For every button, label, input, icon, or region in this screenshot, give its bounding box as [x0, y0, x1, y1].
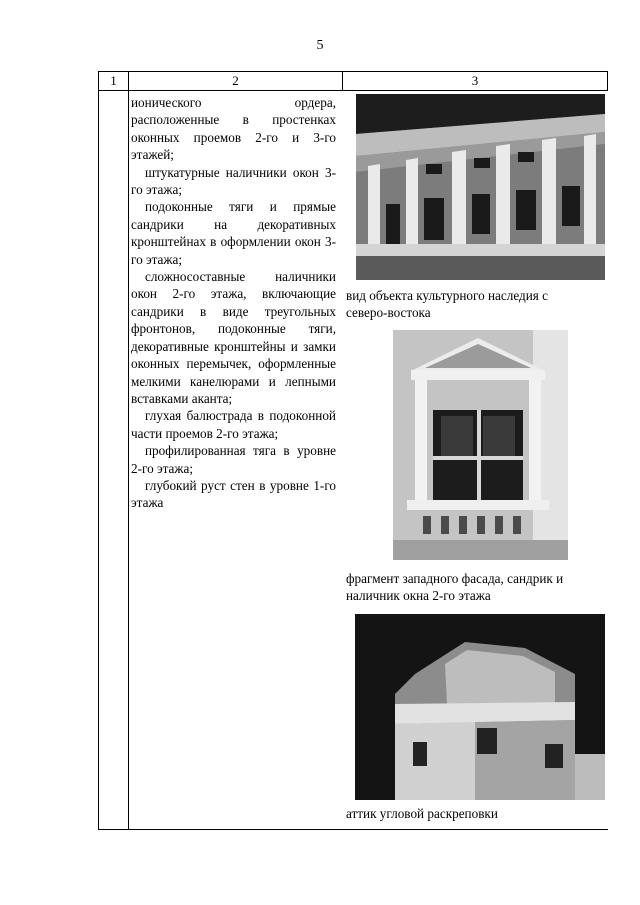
paragraph-profiled-cornice: профилированная тяга в уровне 2-го этажа;	[131, 443, 336, 476]
paragraph-balustrade: глухая балюстрада в подоконной части проемов 2-го этажа;	[131, 408, 336, 441]
table-right-border	[607, 71, 608, 91]
photo-window-pediment	[393, 330, 568, 560]
column-header-3: 3	[471, 73, 479, 88]
table-bottom-border	[98, 829, 608, 830]
photo-facade-northeast	[356, 94, 605, 280]
column-header-1: 1	[110, 73, 117, 88]
column-divider-1	[128, 71, 129, 830]
table-left-border	[98, 71, 99, 830]
caption-corner-attic: аттик угловой раскреповки	[346, 806, 498, 821]
paragraph-composite-casings: сложносоставные наличники окон 2-го этажа, включающие сандрики в виде треугольных фронтонов, подоконные тяги, декоративные кронштейны и замки оконных перемычек, оформленные мелкими канелюрами и лепными вставками аканта;	[131, 269, 336, 406]
paragraph-ionic-order: ионического ордера, расположенные в простенках оконных проемов 2-го и 3-го этажей;	[131, 95, 336, 163]
paragraph-rustication: глубокий руст стен в уровне 1-го этажа	[131, 477, 336, 511]
paragraph-stucco-casings: штукатурные наличники окон 3-го этажа;	[131, 164, 336, 198]
caption-window-pediment: фрагмент западного фасада, сандрик и наличник окна 2-го этажа	[346, 571, 564, 603]
page-number: 5	[316, 38, 324, 53]
description-column	[131, 94, 336, 512]
caption-facade-northeast: вид объекта культурного наследия с северо-востока	[346, 288, 548, 320]
photo-corner-attic	[355, 614, 605, 800]
header-bottom-border	[98, 90, 608, 91]
column-header-2: 2	[232, 73, 239, 88]
paragraph-sill-cornices: подоконные тяги и прямые сандрики на декоративных кронштейнах в оформлении окон 3-го этажа;	[131, 199, 336, 267]
